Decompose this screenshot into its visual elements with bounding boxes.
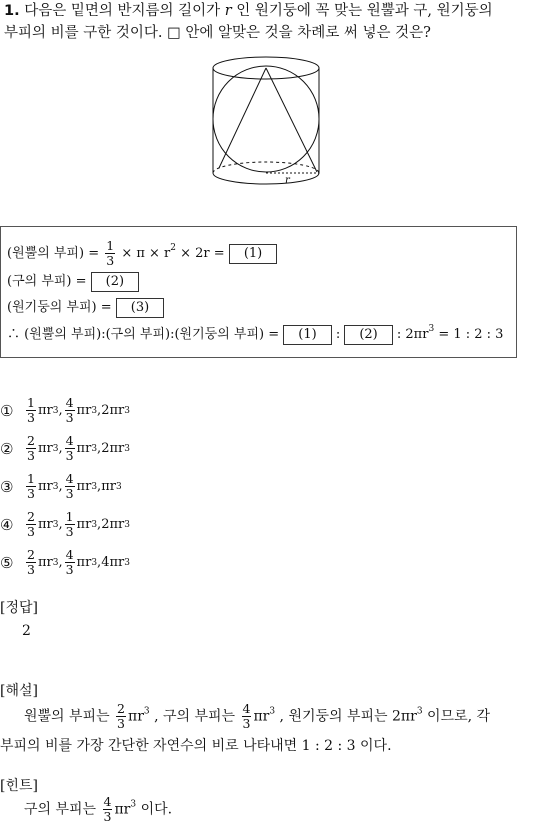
fraction xyxy=(65,548,75,577)
fraction xyxy=(116,702,126,731)
fraction-den: 3 xyxy=(27,410,35,425)
fraction xyxy=(105,239,115,268)
exponent: 3 xyxy=(130,799,137,810)
ratio-label: (원뿔의 부피):(구의 부피):(원기둥의 부피) = xyxy=(20,327,284,342)
fraction-den: 3 xyxy=(65,410,74,425)
separator: , xyxy=(97,441,102,456)
therefore-symbol: ∴ xyxy=(7,327,21,342)
choice-mark: ③ xyxy=(0,477,14,496)
cone-expr2: × 2r = xyxy=(176,246,229,261)
fraction-num: 4 xyxy=(65,547,74,562)
fraction xyxy=(242,702,252,731)
panel-row-sphere xyxy=(7,270,139,292)
fraction xyxy=(65,472,75,501)
answer-box-3: (3) xyxy=(116,298,164,318)
question-var-r: r xyxy=(224,3,232,19)
cylinder-bottom-front xyxy=(213,173,319,184)
explanation-line1 xyxy=(0,702,535,732)
separator: , xyxy=(58,441,63,456)
fraction-num: 1 xyxy=(65,509,74,524)
pi-r: πr xyxy=(253,708,270,725)
fraction-den: 3 xyxy=(65,562,74,577)
fraction-num: 4 xyxy=(103,794,112,809)
fraction-den: 3 xyxy=(65,486,74,501)
explanation-text xyxy=(0,702,535,761)
separator: , xyxy=(97,555,102,570)
choice-3[interactable]: ③ $\frac{1}{3}$ πr 3 , $\frac{4}{3}$ πr 3 , πr 3 xyxy=(0,471,122,501)
choice-4[interactable]: ④ $\frac{2}{3}$ πr 3 , $\frac{1}{3}$ πr 3 , 2πr 3 xyxy=(0,509,130,539)
answer-box-1: (1) xyxy=(229,244,277,264)
fraction xyxy=(65,510,75,539)
pi-r: πr xyxy=(37,479,53,494)
ratio-tail-b: = 1 : 2 : 3 xyxy=(434,327,504,342)
fraction xyxy=(26,510,36,539)
fraction-den: 3 xyxy=(27,448,35,463)
hint-part1: 구의 부피는 xyxy=(24,801,101,818)
question-text xyxy=(4,0,532,44)
hint-part2: 이다. xyxy=(136,801,173,818)
question-part-a: 다음은 밑면의 반지름의 길이가 xyxy=(24,3,225,19)
fraction-den: 3 xyxy=(65,524,74,539)
choice-mark: ⑤ xyxy=(0,553,14,572)
cone-right-side xyxy=(266,68,317,172)
pi-r: πr xyxy=(76,479,92,494)
fraction-num: 4 xyxy=(242,701,251,716)
hint-heading: [힌트] xyxy=(0,778,38,794)
fraction-num: 2 xyxy=(27,547,35,562)
choice-1[interactable]: ① $\frac{1}{3}$ πr 3 , $\frac{4}{3}$ πr 3 , 2πr 3 xyxy=(0,395,130,425)
solution-panel xyxy=(0,226,517,358)
choice-term-3: 2πr xyxy=(101,441,125,456)
fraction-num: 4 xyxy=(65,395,74,410)
cone-volume-label: (원뿔의 부피) = xyxy=(7,246,104,261)
explanation-line2: 부피의 비를 가장 간단한 자연수의 비로 나타내면 1 : 2 : 3 이다. xyxy=(0,737,392,754)
separator: , xyxy=(58,517,63,532)
fraction-den: 3 xyxy=(27,486,35,501)
choice-term-3: πr xyxy=(101,479,116,494)
fraction-den: 3 xyxy=(103,809,112,824)
fraction-num: 2 xyxy=(27,509,35,524)
question-part-b: 인 원기둥에 꼭 맞는 원뿔과 구, 원기둥의 xyxy=(231,3,493,19)
pi-r: πr xyxy=(76,403,92,418)
fraction-den: 3 xyxy=(117,716,125,731)
pi-r: πr xyxy=(37,517,53,532)
exponent: 3 xyxy=(416,706,423,717)
radius-label: r xyxy=(285,175,290,186)
choice-5[interactable]: ⑤ $\frac{2}{3}$ πr 3 , $\frac{4}{3}$ πr 3 , 4πr 3 xyxy=(0,547,130,577)
explanation-heading: [해설] xyxy=(0,683,38,699)
cylinder-volume-label: (원기둥의 부피) = xyxy=(7,300,116,315)
separator: , xyxy=(58,555,63,570)
fraction-den: 3 xyxy=(27,524,35,539)
fraction xyxy=(26,434,36,463)
fraction-num: 2 xyxy=(117,701,125,716)
exponent: 3 xyxy=(428,324,435,334)
explanation-part1: 원뿔의 부피는 xyxy=(24,708,115,725)
choice-mark: ① xyxy=(0,401,14,420)
fraction-num: 1 xyxy=(106,238,115,253)
fraction-num: 1 xyxy=(27,395,35,410)
cone-expr: × π × r xyxy=(117,246,171,261)
pi-r: πr xyxy=(114,801,131,818)
fraction xyxy=(26,548,36,577)
exponent: 3 xyxy=(269,706,276,717)
explanation-part3: , 원기둥의 부피는 2πr xyxy=(275,708,417,725)
ratio-colon: : xyxy=(331,327,345,342)
pi-r: πr xyxy=(37,555,53,570)
sphere-volume-label: (구의 부피) = xyxy=(7,274,91,289)
pi-r: πr xyxy=(37,441,53,456)
separator: , xyxy=(97,403,102,418)
ratio-box-1: (1) xyxy=(283,325,331,345)
choice-term-3: 2πr xyxy=(101,403,125,418)
panel-row-cylinder xyxy=(7,296,164,318)
separator: , xyxy=(58,479,63,494)
choice-term-3: 2πr xyxy=(101,517,125,532)
fraction-den: 3 xyxy=(242,716,251,731)
fraction-den: 3 xyxy=(27,562,35,577)
choice-mark: ④ xyxy=(0,515,14,534)
pi-r: πr xyxy=(76,441,92,456)
question-line2: 부피의 비를 구한 것이다. □ 안에 알맞은 것을 차례로 써 넣은 것은? xyxy=(4,25,431,41)
fraction-num: 2 xyxy=(27,433,35,448)
fraction-num: 4 xyxy=(65,433,74,448)
sphere-circle xyxy=(213,66,319,172)
fraction-den: 3 xyxy=(65,448,74,463)
answer-value: 2 xyxy=(22,623,31,639)
cone-left-side xyxy=(219,68,266,168)
choice-term-3: 4πr xyxy=(101,555,125,570)
answer-box-2: (2) xyxy=(91,272,139,292)
fraction xyxy=(65,434,75,463)
exponent: 2 xyxy=(170,243,176,253)
fraction xyxy=(26,396,36,425)
pi-r: πr xyxy=(76,517,92,532)
pi-r: πr xyxy=(37,403,53,418)
ratio-tail-a: : 2πr xyxy=(392,327,429,342)
separator: , xyxy=(58,403,63,418)
pi-r: πr xyxy=(128,708,144,725)
explanation-part4: 이므로, 각 xyxy=(422,708,491,725)
fraction xyxy=(103,795,113,824)
fraction-den: 3 xyxy=(106,253,115,268)
choice-2[interactable]: ② $\frac{2}{3}$ πr 3 , $\frac{4}{3}$ πr 3 , 2πr 3 xyxy=(0,433,130,463)
fraction xyxy=(26,472,36,501)
panel-row-ratio xyxy=(7,323,503,345)
question-number: 1. xyxy=(4,3,20,19)
separator: , xyxy=(97,517,102,532)
hint-text xyxy=(24,795,172,825)
fraction-num: 4 xyxy=(65,471,74,486)
cylinder-cone-sphere-figure xyxy=(205,52,335,192)
cylinder-bottom-back xyxy=(213,162,319,173)
answer-heading: [정답] xyxy=(0,600,38,616)
panel-row-cone xyxy=(7,239,277,268)
pi-r: πr xyxy=(76,555,92,570)
fraction xyxy=(65,396,75,425)
exponent: 3 xyxy=(143,706,150,717)
separator: , xyxy=(97,479,102,494)
explanation-part2: , 구의 부피는 xyxy=(149,708,240,725)
ratio-box-2: (2) xyxy=(344,325,392,345)
fraction-num: 1 xyxy=(27,471,35,486)
choice-mark: ② xyxy=(0,439,14,458)
